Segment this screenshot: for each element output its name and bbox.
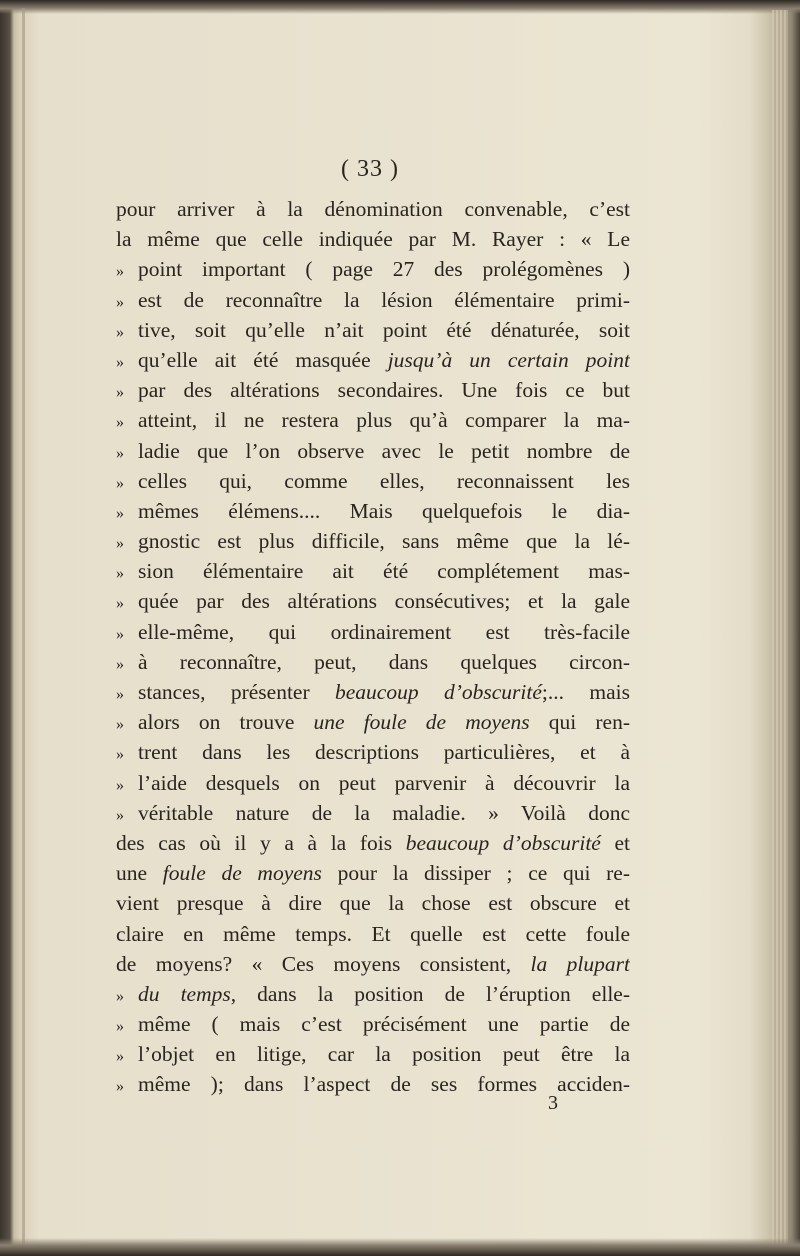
text-run: , dans la position de l’éruption elle- (230, 981, 630, 1006)
italic-text: la plupart (530, 951, 630, 976)
italic-text: foule de moyens (162, 861, 322, 886)
text-run: elle-même, qui ordinairement est très-facile (138, 619, 630, 644)
page-number: ( 33 ) (341, 156, 399, 182)
italic-text: jusqu’à un certain point (387, 347, 630, 372)
text-run: stances, présenter (138, 680, 336, 704)
text-line (116, 526, 630, 556)
text-line (116, 436, 630, 466)
quote-mark: » (116, 625, 124, 643)
text-line (116, 254, 630, 284)
quote-mark: » (116, 716, 124, 734)
text-run: atteint, il ne restera plus qu’à comparer la ma- (138, 408, 630, 433)
text-line (116, 858, 630, 888)
italic-text: beaucoup d’obscurité (405, 830, 601, 855)
quote-mark: » (116, 535, 124, 553)
text-line (116, 828, 630, 858)
quote-mark: » (116, 504, 124, 522)
quote-mark: » (116, 1048, 124, 1066)
text-line (116, 647, 630, 677)
text-run: qu’elle ait été masquée (138, 347, 388, 372)
text-run: tive, soit qu’elle n’ait point été dénaturée, soit (138, 317, 630, 342)
text-line (116, 375, 630, 405)
text-run: la même que celle indiquée par M. Rayer : « Le (116, 227, 630, 252)
text-run: vient presque à dire que la chose est obscure et (116, 891, 630, 916)
text-line (116, 586, 630, 616)
quote-mark: » (116, 293, 124, 311)
text-line (116, 556, 630, 586)
text-run: des cas où il y a à la fois (116, 830, 406, 855)
text-run: même ); dans l’aspect de ses formes acciden- (138, 1072, 630, 1097)
body-text (116, 194, 630, 1100)
quote-mark: » (116, 323, 124, 341)
text-line (116, 798, 630, 828)
text-line (116, 707, 630, 737)
text-line (116, 194, 630, 224)
text-run: l’objet en litige, car la position peut être la (138, 1042, 630, 1067)
text-run: à reconnaître, peut, dans quelques circon- (138, 649, 630, 674)
quote-mark: » (116, 444, 124, 462)
quote-mark: » (116, 987, 124, 1005)
text-line (116, 224, 630, 254)
quote-mark: » (116, 414, 124, 432)
text-line (116, 979, 630, 1009)
text-run: ladie que l’on observe avec le petit nombre de (138, 438, 630, 463)
quote-mark: » (116, 806, 124, 824)
text-line (116, 285, 630, 315)
page-edge-stack (772, 10, 788, 1246)
text-line (116, 617, 630, 647)
quote-mark: » (116, 686, 124, 703)
italic-text: beaucoup d’obscurité (335, 680, 542, 704)
text-line (116, 345, 630, 375)
text-run: mêmes élémens.... Mais quelquefois le dia- (138, 498, 630, 523)
text-line (116, 405, 630, 435)
text-line (116, 1009, 630, 1039)
text-line (116, 737, 630, 767)
text-run: une (116, 861, 163, 886)
quote-mark: » (116, 474, 124, 492)
quote-mark: » (116, 263, 124, 281)
quote-mark: » (116, 746, 124, 764)
italic-text: une foule de moyens (313, 710, 530, 735)
quote-mark: » (116, 776, 124, 794)
text-line (116, 677, 630, 707)
text-run: quée par des altérations consécutives; et la gale (138, 589, 630, 614)
text-run: de moyens? « Ces moyens consistent, (116, 951, 531, 976)
quote-mark: » (116, 1078, 124, 1096)
quote-mark: » (116, 353, 124, 371)
text-line (116, 919, 630, 949)
quote-mark: » (116, 384, 124, 402)
text-line (116, 315, 630, 345)
text-run: point important ( page 27 des prolégomènes ) (138, 257, 630, 282)
text-line (116, 768, 630, 798)
text-run: même ( mais c’est précisément une partie de (138, 1012, 630, 1037)
text-run: et (600, 830, 630, 855)
text-run: par des altérations secondaires. Une fois ce but (138, 378, 630, 403)
text-run: claire en même temps. Et quelle est cette foule (116, 921, 630, 946)
text-line (116, 888, 630, 918)
text-line (116, 466, 630, 496)
signature-mark: 3 (548, 1092, 558, 1114)
italic-text: du temps (138, 981, 231, 1006)
text-run: trent dans les descriptions particulières, et à (138, 740, 630, 765)
quote-mark: » (116, 655, 124, 673)
text-run: ;... mais (541, 680, 630, 704)
text-run: qui ren- (529, 710, 630, 735)
text-line (116, 496, 630, 526)
text-run: alors on trouve (138, 710, 314, 735)
text-line (116, 949, 630, 979)
text-run: pour arriver à la dénomination convenable, c’est (116, 197, 630, 221)
text-run: celles qui, comme elles, reconnaissent les (138, 468, 630, 493)
quote-mark: » (116, 565, 124, 583)
quote-mark: » (116, 595, 124, 613)
text-run: sion élémentaire ait été complétement mas- (138, 559, 630, 584)
text-run: véritable nature de la maladie. » Voilà donc (138, 800, 630, 825)
text-run: l’aide desquels on peut parvenir à découvrir la (138, 770, 630, 795)
quote-mark: » (116, 1018, 124, 1036)
text-line (116, 1039, 630, 1069)
text-run: pour la dissiper ; ce qui re- (321, 861, 630, 886)
text-run: gnostic est plus difficile, sans même que la lé- (138, 529, 630, 554)
text-run: est de reconnaître la lésion élémentaire primi- (138, 287, 630, 312)
page-gutter-fold (22, 8, 25, 1248)
